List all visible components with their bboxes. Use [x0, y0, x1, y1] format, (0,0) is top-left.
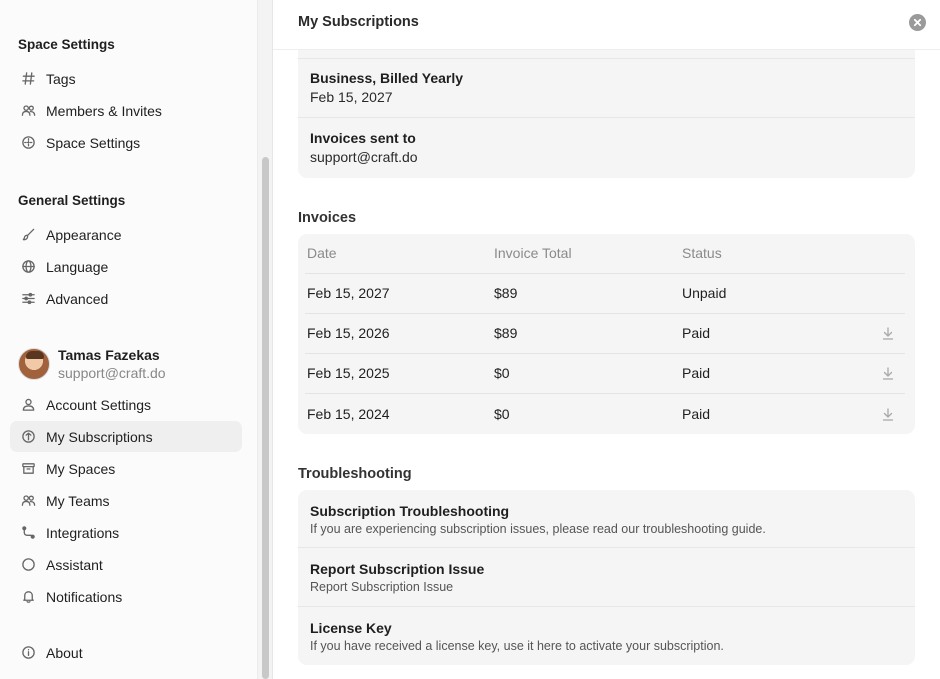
- invoice-status: Paid: [682, 406, 711, 422]
- sliders-icon: [20, 291, 36, 307]
- plan-name: Business, Billed Yearly: [310, 70, 464, 86]
- plan-row: [310, 70, 463, 105]
- integrations-icon: [20, 525, 36, 541]
- sidebar-item-integrations[interactable]: [10, 517, 242, 548]
- invoices-sent-email: support@craft.do: [310, 149, 418, 165]
- dialog-header: [273, 0, 940, 50]
- archive-icon: [20, 461, 36, 477]
- sidebar-item-label: Language: [46, 258, 109, 275]
- bell-icon: [20, 589, 36, 605]
- team-icon: [20, 493, 36, 509]
- close-icon: [913, 18, 922, 27]
- invoices-table: [298, 234, 915, 434]
- sidebar-item-label: About: [46, 644, 83, 661]
- sidebar-item-label: Notifications: [46, 588, 123, 605]
- invoice-status: Unpaid: [682, 285, 727, 301]
- invoice-date: Feb 15, 2025: [307, 365, 390, 381]
- sidebar-item-label: My Subscriptions: [46, 428, 153, 445]
- sidebar-item-notifications[interactable]: [10, 581, 242, 612]
- hash-icon: [20, 71, 36, 87]
- troubleshooting-item-title: License Key: [310, 620, 392, 636]
- download-icon[interactable]: [882, 408, 894, 421]
- invoice-total: $0: [494, 365, 510, 381]
- troubleshooting-item-subtitle: If you are experiencing subscription issues, please read our troubleshooting guide.: [310, 522, 766, 536]
- divider: [298, 117, 915, 118]
- sidebar-item-my-subscriptions[interactable]: [10, 421, 242, 452]
- download-icon[interactable]: [882, 367, 894, 380]
- sidebar-item-account-settings[interactable]: [10, 389, 242, 420]
- invoice-date: Feb 15, 2027: [307, 285, 390, 301]
- divider: [298, 58, 915, 59]
- scrollbar-thumb[interactable]: [262, 157, 269, 679]
- invoices-heading: Invoices: [298, 210, 357, 226]
- sidebar-item-label: Advanced: [46, 290, 109, 307]
- invoices-sent-row[interactable]: [310, 130, 418, 165]
- invoice-status: Paid: [682, 365, 711, 381]
- space-settings-heading: Space Settings: [18, 37, 115, 52]
- troubleshooting-item[interactable]: [310, 561, 484, 594]
- invoice-total: $0: [494, 406, 510, 422]
- sidebar-scrollbar[interactable]: [258, 0, 273, 679]
- column-header-total: Invoice Total: [494, 245, 572, 261]
- divider: [305, 313, 905, 314]
- members-icon: [20, 103, 36, 119]
- download-icon[interactable]: [882, 327, 894, 340]
- sidebar-item-about[interactable]: [10, 637, 242, 668]
- sidebar-item-label: Account Settings: [46, 396, 152, 413]
- user-email: support@craft.do: [58, 365, 166, 381]
- sidebar-item-label: Assistant: [46, 556, 103, 573]
- circle-icon: [20, 557, 36, 573]
- sidebar-item-tags[interactable]: [10, 63, 242, 94]
- sidebar-item-label: Space Settings: [46, 134, 141, 151]
- invoice-status: Paid: [682, 325, 711, 341]
- divider: [298, 547, 915, 548]
- sidebar-item-appearance[interactable]: [10, 219, 242, 250]
- troubleshooting-item-subtitle: If you have received a license key, use it here to activate your subscription.: [310, 639, 724, 653]
- general-settings-heading: General Settings: [18, 193, 126, 208]
- sidebar-item-space-settings[interactable]: [10, 127, 242, 158]
- invoices-sent-label: Invoices sent to: [310, 130, 416, 146]
- sidebar-item-language[interactable]: [10, 251, 242, 282]
- sidebar-item-label: My Teams: [46, 492, 110, 509]
- plan-date: Feb 15, 2027: [310, 89, 393, 105]
- column-header-status: Status: [682, 245, 722, 261]
- invoice-date: Feb 15, 2024: [307, 406, 390, 422]
- sidebar-item-label: Appearance: [46, 226, 122, 243]
- sidebar-item-label: Integrations: [46, 524, 120, 541]
- globe-icon: [20, 259, 36, 275]
- troubleshooting-item-title: Report Subscription Issue: [310, 561, 485, 577]
- person-icon: [20, 397, 36, 413]
- sidebar-item-my-spaces[interactable]: [10, 453, 242, 484]
- plan-card: [298, 40, 915, 178]
- troubleshooting-heading: Troubleshooting: [298, 466, 412, 482]
- column-header-date: Date: [307, 245, 337, 261]
- invoice-total: $89: [494, 325, 518, 341]
- divider: [305, 273, 905, 274]
- troubleshooting-item-title: Subscription Troubleshooting: [310, 503, 510, 519]
- troubleshooting-card: [298, 490, 915, 665]
- divider: [305, 353, 905, 354]
- troubleshooting-item[interactable]: [310, 503, 766, 536]
- invoice-total: $89: [494, 285, 518, 301]
- subscription-icon: [20, 429, 36, 445]
- sidebar-item-label: Tags: [46, 70, 76, 87]
- user-name: Tamas Fazekas: [58, 347, 160, 363]
- main-panel: [273, 0, 940, 679]
- info-icon: [20, 645, 36, 661]
- divider: [305, 393, 905, 394]
- divider: [298, 606, 915, 607]
- sidebar-item-advanced[interactable]: [10, 283, 242, 314]
- brush-icon: [20, 227, 36, 243]
- avatar: [18, 348, 50, 380]
- sidebar-item-label: My Spaces: [46, 460, 116, 477]
- sidebar: [0, 0, 258, 679]
- space-settings-icon: [20, 135, 36, 151]
- troubleshooting-item-subtitle: Report Subscription Issue: [310, 580, 454, 594]
- sidebar-item-label: Members & Invites: [46, 102, 162, 119]
- sidebar-item-members-invites[interactable]: [10, 95, 242, 126]
- close-button[interactable]: [909, 14, 926, 31]
- invoice-date: Feb 15, 2026: [307, 325, 390, 341]
- user-profile: [18, 346, 166, 382]
- sidebar-item-assistant[interactable]: [10, 549, 242, 580]
- sidebar-item-my-teams[interactable]: [10, 485, 242, 516]
- troubleshooting-item[interactable]: [310, 620, 724, 653]
- page-title: My Subscriptions: [298, 14, 419, 30]
